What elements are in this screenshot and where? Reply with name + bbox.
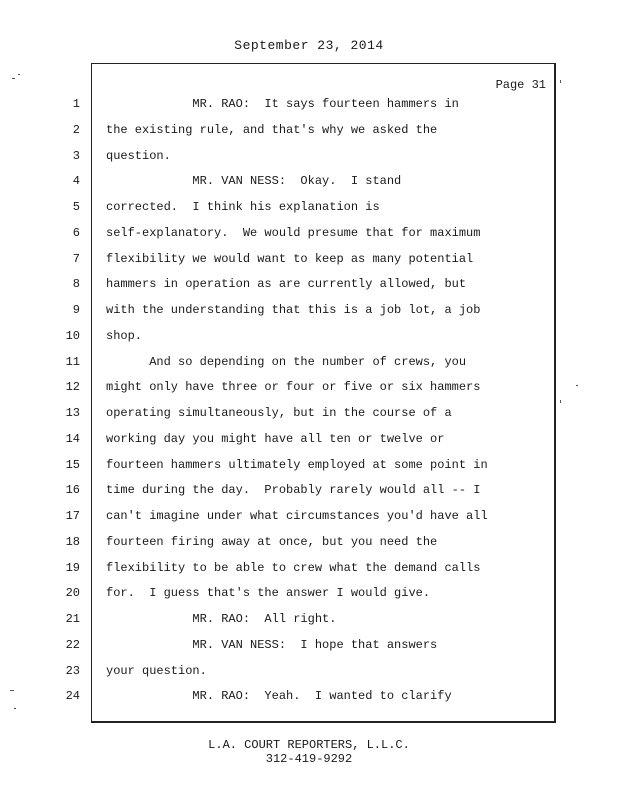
line-text: time during the day. Probably rarely would all -- I [106, 483, 481, 497]
line-text: the existing rule, and that's why we asked the [106, 123, 438, 137]
line-number: 1 [72, 97, 80, 111]
line-number: 8 [72, 277, 80, 291]
line-text: flexibility to be able to crew what the demand calls [106, 561, 481, 575]
line-number: 6 [72, 226, 80, 240]
line-text: your question. [106, 664, 207, 678]
scan-speck [560, 80, 561, 83]
line-number: 2 [72, 123, 80, 137]
footer-phone: 312-419-9292 [265, 752, 353, 766]
line-number: 15 [65, 458, 80, 472]
line-number: 20 [65, 586, 80, 600]
line-number: 9 [72, 303, 80, 317]
line-number: 18 [65, 535, 80, 549]
line-text: for. I guess that's the answer I would give. [106, 586, 431, 600]
line-text: MR. RAO: All right. [106, 612, 337, 626]
line-number: 3 [72, 149, 80, 163]
line-number: 12 [65, 380, 80, 394]
scan-speck [560, 400, 561, 403]
footer-company: L.A. COURT REPORTERS, L.L.C. [208, 738, 410, 752]
line-number: 13 [65, 406, 80, 420]
line-number: 14 [65, 432, 80, 446]
scan-speck [12, 78, 15, 79]
line-text: MR. VAN NESS: I hope that answers [106, 638, 438, 652]
line-text: with the understanding that this is a job lot, a job [106, 303, 481, 317]
line-text: fourteen hammers ultimately employed at some point in [106, 458, 488, 472]
line-number: 16 [65, 483, 80, 497]
scan-speck [576, 385, 578, 386]
line-number: 11 [65, 355, 80, 369]
line-number: 24 [65, 689, 80, 703]
line-text: MR. RAO: Yeah. I wanted to clarify [106, 689, 452, 703]
line-text: might only have three or four or five or six hammers [106, 380, 481, 394]
line-text: can't imagine under what circumstances you'd have all [106, 509, 488, 523]
page-number: Page 31 [495, 78, 546, 92]
line-number: 7 [72, 252, 80, 266]
line-number: 23 [65, 664, 80, 678]
line-text: self-explanatory. We would presume that for maximum [106, 226, 481, 240]
line-number: 19 [65, 561, 80, 575]
line-text: hammers in operation as are currently allowed, but [106, 277, 467, 291]
scan-speck [14, 708, 16, 709]
line-text: And so depending on the number of crews, you [106, 355, 467, 369]
line-text: shop. [106, 329, 143, 343]
line-text: corrected. I think his explanation is [106, 200, 380, 214]
line-text: MR. RAO: It says fourteen hammers in [106, 97, 459, 111]
scan-speck [18, 74, 20, 75]
line-text: working day you might have all ten or twelve or [106, 432, 445, 446]
line-number: 5 [72, 200, 80, 214]
line-text: operating simultaneously, but in the course of a [106, 406, 452, 420]
line-text: fourteen firing away at once, but you need the [106, 535, 438, 549]
line-number: 10 [65, 329, 80, 343]
line-number: 22 [65, 638, 80, 652]
line-number: 17 [65, 509, 80, 523]
line-text: MR. VAN NESS: Okay. I stand [106, 174, 402, 188]
line-number: 21 [65, 612, 80, 626]
line-text: question. [106, 149, 171, 163]
line-text: flexibility we would want to keep as many potential [106, 252, 474, 266]
line-number: 4 [72, 174, 80, 188]
header-date: September 23, 2014 [234, 38, 384, 53]
footer [0, 738, 618, 766]
scan-speck [10, 690, 14, 691]
